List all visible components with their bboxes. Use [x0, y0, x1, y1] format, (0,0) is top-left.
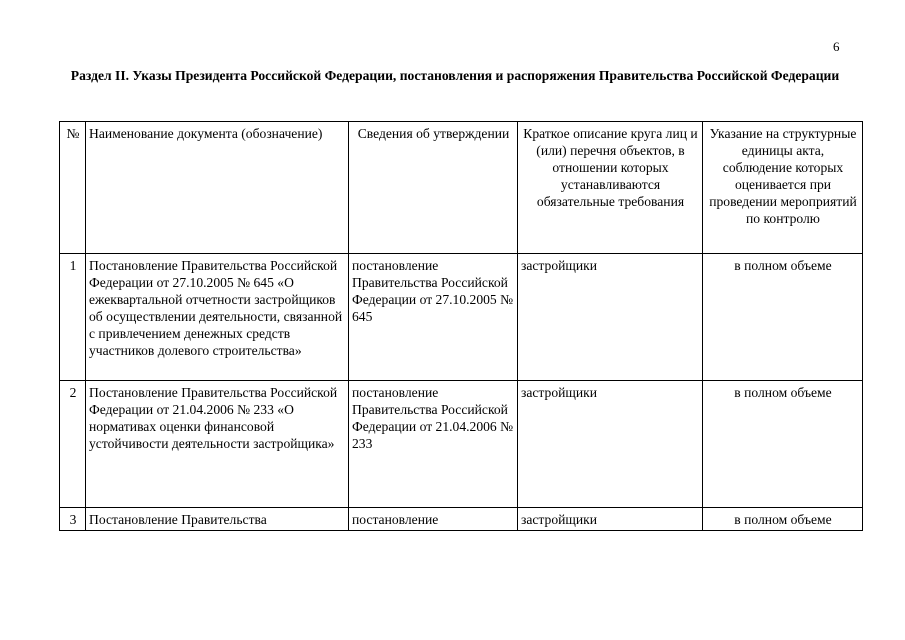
table-header-row: [60, 122, 863, 254]
table-row: [60, 254, 863, 381]
row-scope: в полном объеме: [703, 381, 863, 508]
row-document-name: Постановление Правительства Российской Федерации от 27.10.2005 № 645 «О ежеквартальной отчетности застройщиков об осуществлении деятельности, связанной с привлечением денежных средств участников долевого строительства»: [86, 254, 349, 381]
header-structural-units: Указание на структурные единицы акта, соблюдение которых оценивается при проведении мероприятий по контролю: [703, 122, 863, 254]
header-approval: Сведения об утверждении: [349, 122, 518, 254]
row-document-name: Постановление Правительства: [86, 508, 349, 531]
header-num: №: [60, 122, 86, 254]
row-num: 1: [60, 254, 86, 381]
section-title: Раздел II. Указы Президента Российской Федерации, постановления и распоряжения Правительства Российской Федерации: [70, 68, 840, 83]
page-number: 6: [833, 39, 840, 54]
row-subjects: застройщики: [518, 508, 703, 531]
table-row: [60, 508, 863, 531]
requirements-table: [59, 121, 863, 531]
row-num: 2: [60, 381, 86, 508]
row-subjects: застройщики: [518, 381, 703, 508]
row-document-name: Постановление Правительства Российской Федерации от 21.04.2006 № 233 «О нормативах оценки финансовой устойчивости деятельности застройщика»: [86, 381, 349, 508]
row-approval: постановление Правительства Российской Федерации от 27.10.2005 № 645: [349, 254, 518, 381]
row-subjects: застройщики: [518, 254, 703, 381]
row-scope: в полном объеме: [703, 508, 863, 531]
row-num: 3: [60, 508, 86, 531]
header-document-name: Наименование документа (обозначение): [86, 122, 349, 254]
table-row: [60, 381, 863, 508]
row-scope: в полном объеме: [703, 254, 863, 381]
row-approval: постановление Правительства Российской Федерации от 21.04.2006 № 233: [349, 381, 518, 508]
row-approval: постановление: [349, 508, 518, 531]
header-description: Краткое описание круга лиц и (или) перечня объектов, в отношении которых устанавливаются обязательные требования: [518, 122, 703, 254]
